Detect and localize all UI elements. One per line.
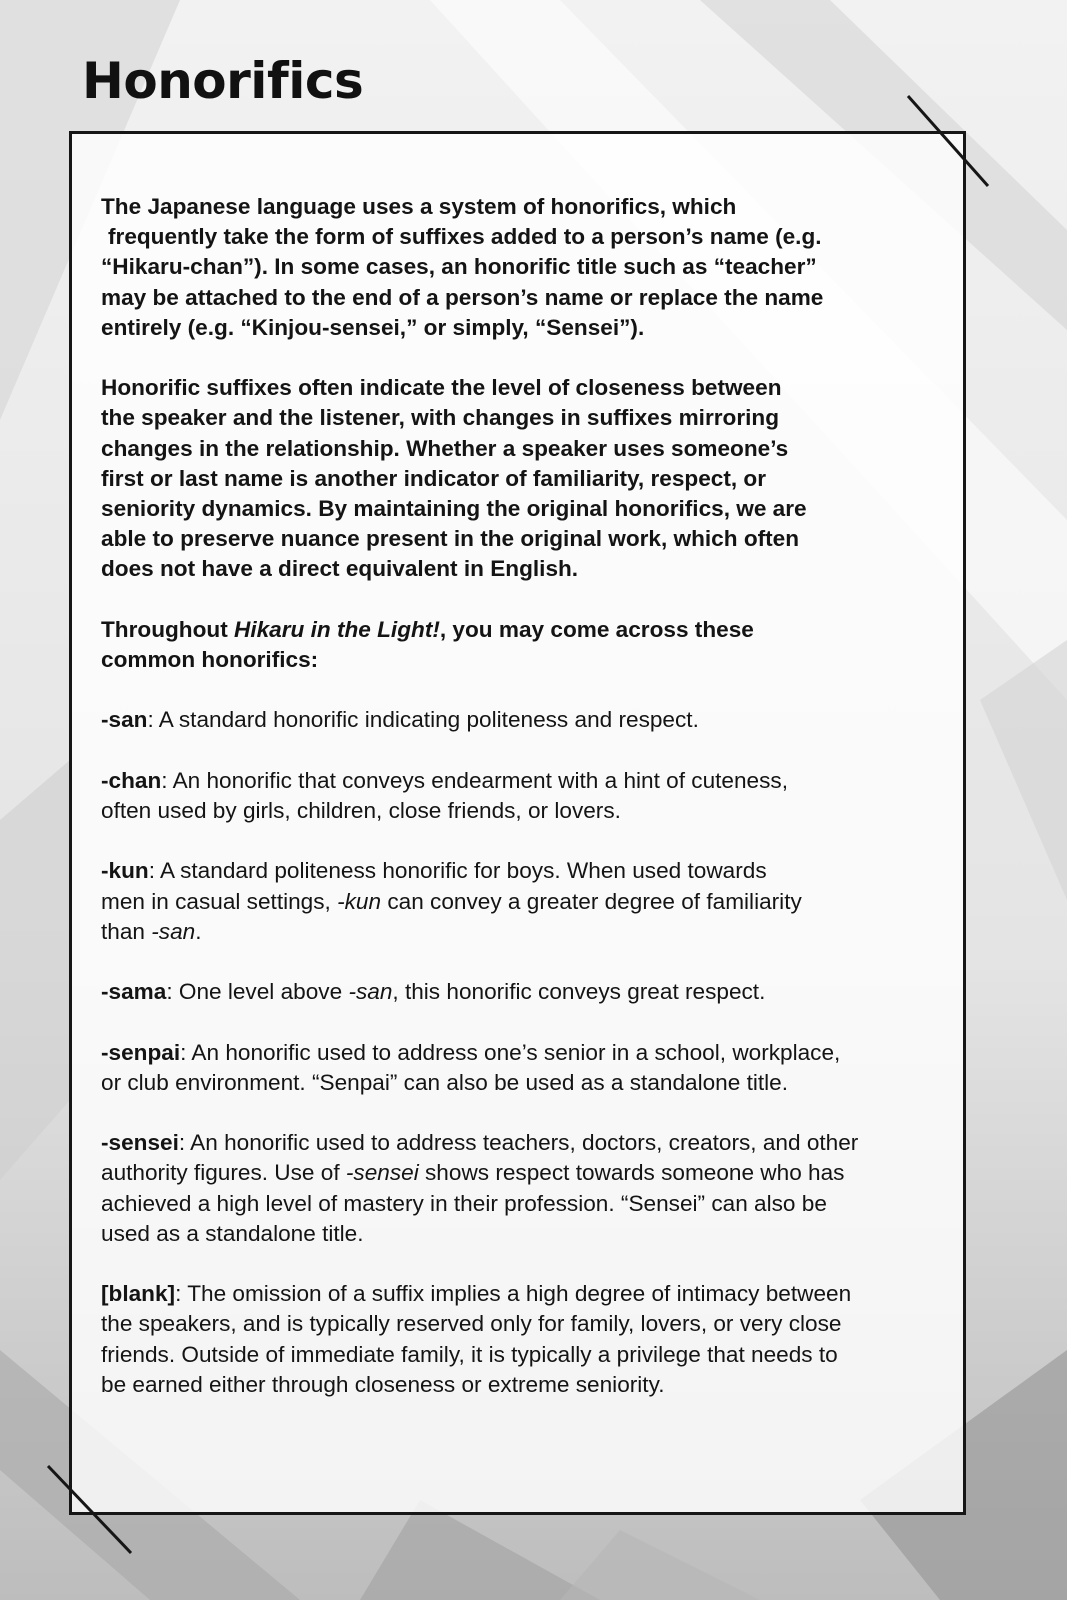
definition-text: : An honorific used to address one’s senior in a school, workplace, (180, 1039, 841, 1065)
italic-term: -kun (337, 888, 382, 914)
term-label: -sama (101, 979, 167, 1005)
entry-san (101, 705, 951, 735)
definition-text: : One level above (166, 979, 349, 1005)
definition-text: can convey a greater degree of familiarity (381, 888, 802, 914)
text-line: may be attached to the end of a person’s name or replace the name (101, 284, 824, 310)
entry-blank (101, 1279, 951, 1400)
text-line: used as a standalone title. (101, 1220, 364, 1246)
text-line (101, 1038, 951, 1068)
text-line (101, 977, 951, 1007)
definition-text: : The omission of a suffix implies a high degree of intimacy between (175, 1281, 852, 1307)
intro-paragraph (101, 192, 951, 343)
term-label: -kun (101, 858, 149, 884)
text-line (101, 766, 951, 796)
text-line: achieved a high level of mastery in their profession. “Sensei” can also be (101, 1190, 827, 1216)
definition-text: shows respect towards someone who has (418, 1160, 845, 1186)
throughout-paragraph (101, 615, 951, 675)
text-line: seniority dynamics. By maintaining the original honorifics, we are (101, 496, 807, 522)
text-line (101, 705, 951, 735)
entry-chan (101, 766, 951, 826)
definition-text: . (195, 918, 202, 944)
text-line: common honorifics: (101, 647, 319, 673)
text-line (101, 1158, 951, 1188)
text-line: Honorific suffixes often indicate the level of closeness between (101, 375, 782, 401)
text-line: “Hikaru-chan”). In some cases, an honorific title such as “teacher” (101, 254, 817, 280)
text-line: be earned either through closeness or extreme seniority. (101, 1371, 665, 1397)
entry-sama (101, 977, 951, 1007)
entry-sensei (101, 1128, 951, 1249)
text-line (101, 1279, 951, 1309)
text-line: The Japanese language uses a system of honorifics, which (101, 194, 737, 219)
italic-term: -san (348, 979, 393, 1005)
text-line: the speakers, and is typically reserved only for family, lovers, or very close (101, 1311, 842, 1337)
text-line (101, 917, 951, 947)
text-line: able to preserve nuance present in the original work, which often (101, 526, 800, 552)
text-line: friends. Outside of immediate family, it is typically a privilege that needs to (101, 1341, 838, 1367)
throughout-lead: Throughout (101, 616, 235, 642)
definition-text: : A standard politeness honorific for boys. When used towards (148, 858, 767, 884)
closeness-paragraph (101, 373, 951, 584)
text-line (101, 887, 951, 917)
term-label: [blank] (101, 1281, 176, 1307)
italic-term: -sensei (345, 1160, 419, 1186)
entry-senpai (101, 1038, 951, 1098)
definition-text: : An honorific that conveys endearment with a hint of cuteness, (161, 767, 788, 793)
text-line: entirely (e.g. “Kinjou-sensei,” or simply, “Sensei”). (101, 314, 645, 340)
throughout-rest: , you may come across these (439, 616, 754, 642)
text-line: does not have a direct equivalent in English. (101, 556, 579, 582)
text-line (101, 615, 951, 645)
definition-text: : An honorific used to address teachers, doctors, creators, and other (178, 1130, 859, 1156)
text-line: the speaker and the listener, with changes in suffixes mirroring (101, 405, 779, 431)
text-line: first or last name is another indicator of familiarity, respect, or (101, 465, 767, 491)
honorifics-text (101, 192, 951, 1430)
term-label: -san (101, 707, 148, 733)
italic-term: -san (151, 918, 196, 944)
text-line (101, 856, 951, 886)
definition-text: , this honorific conveys great respect. (392, 979, 766, 1005)
definition-text: than (101, 918, 152, 944)
term-label: -senpai (101, 1039, 181, 1065)
text-line: often used by girls, children, close friends, or lovers. (101, 798, 621, 823)
definition-text: authority figures. Use of (101, 1160, 346, 1186)
text-line: frequently take the form of suffixes added to a person’s name (e.g. (108, 224, 822, 250)
definition-text: men in casual settings, (101, 888, 338, 914)
page-title: Honorifics (82, 52, 364, 110)
term-label: -sensei (101, 1130, 179, 1156)
work-title: Hikaru in the Light! (234, 616, 440, 642)
term-label: -chan (101, 767, 162, 793)
text-line: changes in the relationship. Whether a speaker uses someone’s (101, 435, 789, 461)
text-line: or club environment. “Senpai” can also be used as a standalone title. (101, 1069, 789, 1095)
text-line (101, 1128, 951, 1158)
entry-kun (101, 856, 951, 947)
definition-text: : A standard honorific indicating politeness and respect. (147, 707, 699, 733)
